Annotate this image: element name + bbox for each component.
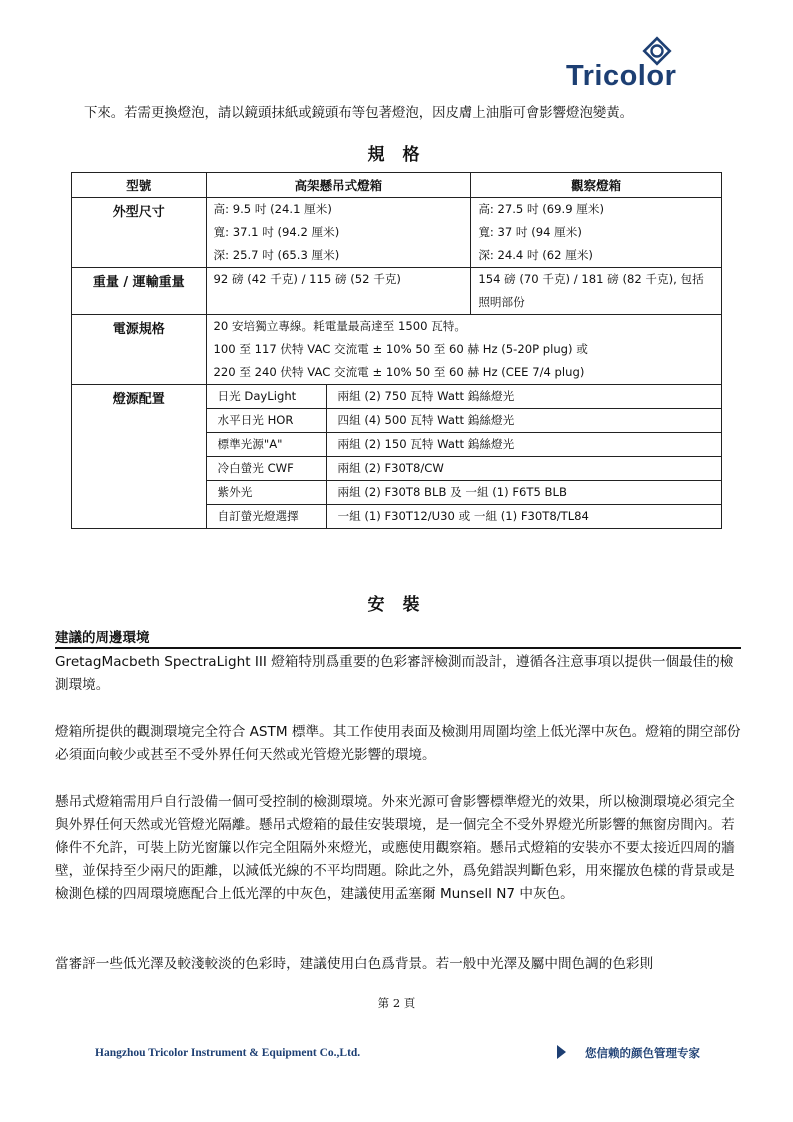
lamp-row (207, 409, 721, 433)
body-paragraph: GretagMacbeth SpectraLight III 燈箱特別爲重要的色彩審評檢測而設計，遵循各注意事項以提供一個最佳的檢測環境。 (55, 654, 734, 693)
lamp-name: 日光 DayLight (207, 385, 327, 409)
environment-subheading: 建議的周邊環境 (55, 630, 150, 646)
lamp-config-table (207, 385, 721, 528)
col-header-model: 型號 (72, 173, 207, 198)
lamp-name: 冷白螢光 CWF (207, 457, 327, 481)
row-label-power: 電源規格 (72, 315, 207, 385)
spec-row-lamps (72, 385, 722, 529)
power-line: 100 至 117 伏特 VAC 交流電 ± 10% 50 至 60 赫 Hz (5-20P plug) 或 (213, 342, 588, 356)
lamp-config-cell (206, 385, 721, 529)
lamp-config: 四組 (4) 500 瓦特 Watt 鎢絲燈光 (326, 409, 721, 433)
spec-row-power (72, 315, 722, 385)
power-line: 220 至 240 伏特 VAC 交流電 ± 10% 50 至 60 赫 Hz (CEE 7/4 plug) (213, 365, 585, 379)
section-divider (55, 647, 741, 649)
logo-wordmark: Tricolor (566, 60, 677, 92)
lamp-name: 自訂螢光燈選擇 (207, 505, 327, 529)
dim-overhead-height: 高: 9.5 吋 (24.1 厘米) (213, 202, 332, 216)
triangle-right-icon (557, 1045, 566, 1059)
spec-row-dimensions (72, 198, 722, 268)
power-values (206, 315, 721, 385)
weight-overhead (206, 268, 471, 315)
row-label-dimensions: 外型尺寸 (72, 198, 207, 268)
lamp-row (207, 385, 721, 409)
weight-viewing (471, 268, 722, 315)
lamp-row (207, 481, 721, 505)
lamp-config: 一組 (1) F30T12/U30 或 一組 (1) F30T8/TL84 (337, 509, 589, 523)
page-number: 第 2 頁 (377, 996, 416, 1010)
spec-row-weight (72, 268, 722, 315)
dimensions-overhead (206, 198, 471, 268)
weight-overhead-value: 92 磅 (42 千克) / 115 磅 (52 千克) (213, 272, 401, 286)
dimensions-viewing (471, 198, 722, 268)
install-title: 安 裝 (367, 595, 426, 615)
lamp-name: 水平日光 HOR (207, 409, 327, 433)
spec-table (71, 172, 722, 529)
footer-slogan: 您信赖的颜色管理专家 (585, 1046, 700, 1060)
lamp-row (207, 433, 721, 457)
dim-viewing-width: 寬: 37 吋 (94 厘米) (478, 225, 582, 239)
dim-overhead-width: 寬: 37.1 吋 (94.2 厘米) (213, 225, 340, 239)
lamp-config: 兩組 (2) F30T8 BLB 及 一組 (1) F6T5 BLB (326, 481, 721, 505)
body-paragraph: 燈箱所提供的觀測環境完全符合 ASTM 標準。其工作使用表面及檢測用周圍均塗上低光澤中灰色。燈箱的開空部份必須面向較少或甚至不受外界任何天然或光管燈光影響的環境。 (55, 724, 741, 763)
lamp-config: 兩組 (2) 150 瓦特 Watt 鎢絲燈光 (326, 433, 721, 457)
weight-viewing-value: 154 磅 (70 千克) / 181 磅 (82 千克), 包括照明部份 (478, 272, 704, 309)
dim-viewing-depth: 深: 24.4 吋 (62 厘米) (478, 248, 593, 262)
dim-overhead-depth: 深: 25.7 吋 (65.3 厘米) (213, 248, 340, 262)
row-label-weight: 重量 / 運輸重量 (72, 268, 207, 315)
col-header-overhead: 高架懸吊式燈箱 (206, 173, 471, 198)
footer-company: Hangzhou Tricolor Instrument & Equipment Co.,Ltd. (95, 1047, 361, 1059)
lamp-name: 標準光源"A" (207, 433, 327, 457)
lamp-config: 兩組 (2) F30T8/CW (326, 457, 721, 481)
body-paragraph: 懸吊式燈箱需用戶自行設備一個可受控制的檢測環境。外來光源可會影響標準燈光的效果，所以檢測環境必須完全與外界任何天然或光管燈光隔離。懸吊式燈箱的最佳安裝環境，是一個完全不受外界燈光所影響的無窗房間內。若條件不允許，可裝上防光窗簾以作完全阻隔外來燈光，或應使用觀察箱。懸吊式燈箱的安裝亦不要太接近四周的牆壁，並保持至少兩尺的距離，以減低光線的不平均問題。除此之外，爲免錯誤判斷色彩，用來擺放色樣的背景或是檢測色樣的四周環境應配合上低光澤的中灰色，建議使用孟塞爾 Munsell N7 中灰色。 (55, 794, 735, 902)
power-line: 20 安培獨立專線。耗電量最高達至 1500 瓦特。 (213, 319, 466, 333)
brand-logo (566, 36, 706, 96)
row-label-lamps: 燈源配置 (72, 385, 207, 529)
lamp-row (207, 457, 721, 481)
body-paragraph: 當審評一些低光澤及較淺較淡的色彩時，建議使用白色爲背景。若一般中光澤及屬中間色調的色彩則 (55, 956, 654, 972)
lamp-row (207, 505, 721, 529)
spec-title: 規 格 (367, 145, 426, 165)
dim-viewing-height: 高: 27.5 吋 (69.9 厘米) (478, 202, 605, 216)
lamp-config: 兩組 (2) 750 瓦特 Watt 鎢絲燈光 (326, 385, 721, 409)
lamp-name: 紫外光 (207, 481, 327, 505)
intro-text: 下來。若需更換燈泡，請以鏡頭抹紙或鏡頭布等包著燈泡，因皮膚上油脂可會影響燈泡變黃。 (84, 106, 634, 121)
col-header-viewing: 觀察燈箱 (471, 173, 722, 198)
spec-header-row (72, 173, 722, 198)
